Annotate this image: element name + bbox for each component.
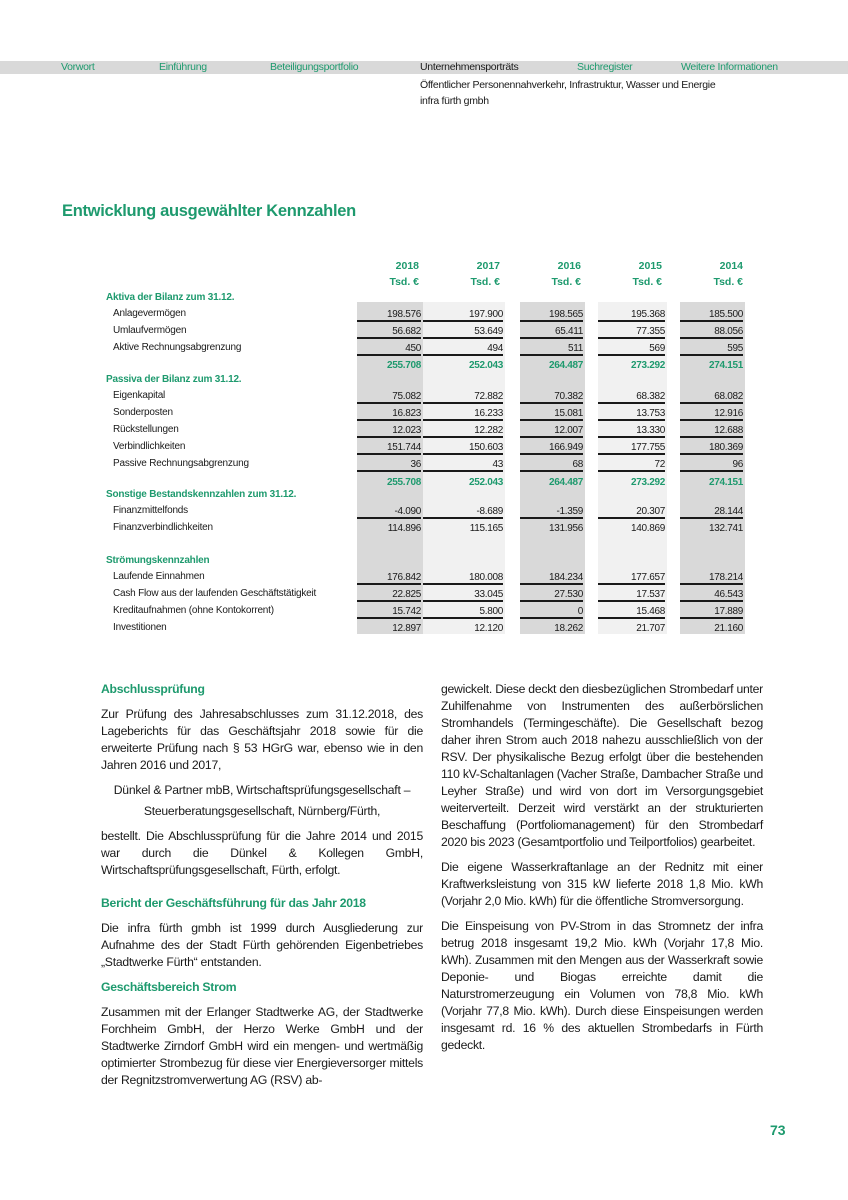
table-cell: 132.741 <box>708 523 743 535</box>
nav-link-suchregister[interactable]: Suchregister <box>577 61 633 73</box>
heading-geschaeftsbereich-strom: Geschäftsbereich Strom <box>101 980 237 994</box>
table-cell: 36 <box>357 457 421 472</box>
table-cell: 198.576 <box>357 307 421 322</box>
table-cell: 150.603 <box>423 440 503 455</box>
unit-label: Tsd. € <box>632 276 662 288</box>
breadcrumb-category: Öffentlicher Personennahverkehr, Infrastruktur, Wasser und Energie <box>420 79 716 91</box>
year-label: 2017 <box>476 260 500 272</box>
table-cell: 16.823 <box>357 406 421 421</box>
breadcrumb-company: infra fürth gmbh <box>420 95 489 107</box>
page-number: 73 <box>770 1122 786 1138</box>
nav-link-einfuehrung[interactable]: Einführung <box>159 61 207 73</box>
table-cell: 20.307 <box>598 504 665 519</box>
table-cell: 27.530 <box>520 587 583 602</box>
year-label: 2014 <box>719 260 743 272</box>
paragraph: Die Einspeisung von PV-Strom in das Stromnetz der infra betrug 2018 insgesamt 19,2 Mio. kWh (Vorjahr 17,8 Mio. kWh). Zusammen mit den Mengen aus der Wasserkraft sowie Deponie- und Biogas erreichte damit die Naturstromerzeugung ein Volumen von 78,8 Mio. kWh (Vorjahr 77,8 Mio. kWh). Durch diese Einspeisungen werden insgesamt rd. 16 % des aktuellen Strombedarfs in Fürth gedeckt. <box>441 919 763 1052</box>
table-cell: 114.896 <box>387 523 421 535</box>
unit-label: Tsd. € <box>389 276 419 288</box>
table-cell: 195.368 <box>598 307 665 322</box>
table-cell: 12.023 <box>357 423 421 438</box>
row-label: Aktive Rechnungsabgrenzung <box>113 342 242 354</box>
table-cell: 21.160 <box>714 623 743 635</box>
table-cell: 77.355 <box>598 324 665 339</box>
table-cell: 53.649 <box>423 324 503 339</box>
row-label: Anlagevermögen <box>113 308 186 319</box>
row-label: Cash Flow aus der laufenden Geschäftstätigkeit <box>113 588 317 600</box>
table-cell: 15.081 <box>520 406 583 421</box>
table-cell: 131.956 <box>548 523 583 535</box>
table-cell: 177.657 <box>598 570 665 585</box>
table-cell: 17.537 <box>598 587 665 602</box>
table-cell: 115.165 <box>469 523 503 535</box>
table-cell: 12.688 <box>680 423 743 438</box>
table-cell: 180.369 <box>680 440 743 455</box>
table-cell: 22.825 <box>357 587 421 602</box>
table-cell: 151.744 <box>357 440 421 455</box>
table-cell: 68.382 <box>598 389 665 404</box>
table-cell: 12.120 <box>474 623 503 635</box>
table-cell: 178.214 <box>680 570 743 585</box>
header-year-2014 <box>663 258 743 290</box>
table-cell: 21.707 <box>636 623 665 635</box>
row-label: Finanzverbindlichkeiten <box>113 522 213 534</box>
table-cell: 180.008 <box>423 570 503 585</box>
table-cell: 494 <box>423 341 503 356</box>
table-cell: 72 <box>598 457 665 472</box>
table-cell: 96 <box>680 457 743 472</box>
total-cell: 252.043 <box>468 476 503 488</box>
table-cell: -4.090 <box>357 504 421 519</box>
year-label: 2016 <box>557 260 581 272</box>
total-cell: 274.151 <box>708 360 743 372</box>
table-cell: 197.900 <box>423 307 503 322</box>
row-label: Investitionen <box>113 622 167 634</box>
unit-label: Tsd. € <box>713 276 743 288</box>
table-cell: 140.869 <box>630 523 665 535</box>
nav-link-weitere-informationen[interactable]: Weitere Informationen <box>681 61 778 73</box>
table-cell: 65.411 <box>520 324 583 339</box>
row-label: Verbindlichkeiten <box>113 441 186 453</box>
table-cell: 198.565 <box>520 307 583 322</box>
row-label: Kreditaufnahmen (ohne Kontokorrent) <box>113 605 274 617</box>
total-cell: 255.708 <box>386 476 421 488</box>
table-cell: 88.056 <box>680 324 743 339</box>
table-cell: 12.007 <box>520 423 583 438</box>
total-cell: 252.043 <box>468 360 503 372</box>
table-cell: -8.689 <box>423 504 503 519</box>
row-label: Umlaufvermögen <box>113 325 187 337</box>
unit-label: Tsd. € <box>470 276 500 288</box>
table-cell: 15.468 <box>598 604 665 619</box>
row-label: Passive Rechnungsabgrenzung <box>113 458 249 470</box>
total-cell: 264.487 <box>548 360 583 372</box>
table-cell: 12.897 <box>392 623 421 635</box>
table-cell: 569 <box>598 341 665 356</box>
nav-link-beteiligungsportfolio[interactable]: Beteiligungsportfolio <box>270 61 359 73</box>
table-cell: 5.800 <box>423 604 503 619</box>
year-label: 2015 <box>638 260 662 272</box>
total-cell: 264.487 <box>548 476 583 488</box>
section-title: Sonstige Bestandskennzahlen zum 31.12. <box>106 489 297 500</box>
table-cell: 33.045 <box>423 587 503 602</box>
heading-abschlusspruefung: Abschlussprüfung <box>101 682 205 696</box>
row-label: Sonderposten <box>113 407 173 419</box>
right-text-column <box>441 681 763 1062</box>
total-cell: 255.708 <box>386 360 421 372</box>
table-cell: 68.082 <box>680 389 743 404</box>
table-cell: 166.949 <box>520 440 583 455</box>
row-label: Rückstellungen <box>113 424 179 436</box>
table-cell: 12.916 <box>680 406 743 421</box>
nav-link-vorwort[interactable]: Vorwort <box>61 61 95 73</box>
table-cell: 511 <box>520 341 583 356</box>
table-cell: 176.842 <box>357 570 421 585</box>
auditor-line-1: Dünkel & Partner mbB, Wirtschaftsprüfungsgesellschaft – <box>113 783 411 797</box>
paragraph: Zusammen mit der Erlanger Stadtwerke AG, der Stadtwerke Forchheim GmbH, der Herzo Werke GmbH und der Stadtwerke Zirndorf GmbH wird ein mengen- und wertmäßig optimierter Strombezug für diese vier Energieversorger mittels der Regnitzstromverwertung AG (RSV) ab- <box>101 1005 423 1087</box>
page-title: Entwicklung ausgewählter Kennzahlen <box>62 202 356 220</box>
table-cell: 13.330 <box>598 423 665 438</box>
table-cell: 15.742 <box>357 604 421 619</box>
table-cell: 70.382 <box>520 389 583 404</box>
table-cell: 56.682 <box>357 324 421 339</box>
table-cell: 595 <box>680 341 743 356</box>
total-cell: 274.151 <box>708 476 743 488</box>
header-year-2017 <box>420 258 500 290</box>
heading-bericht-geschaeftsfuehrung: Bericht der Geschäftsführung für das Jahr 2018 <box>101 896 366 910</box>
table-cell: 28.144 <box>680 504 743 519</box>
table-cell: 12.282 <box>423 423 503 438</box>
row-label: Finanzmittelfonds <box>113 505 188 516</box>
row-label: Laufende Einnahmen <box>113 571 205 582</box>
paragraph: Die eigene Wasserkraftanlage an der Rednitz mit einer Kraftwerksleistung von 315 kW lieferte 2018 1,8 Mio. kWh (Vorjahr 2,0 Mio. kWh) für die öffentliche Stromversorgung. <box>441 860 763 908</box>
total-cell: 273.292 <box>630 360 665 372</box>
auditor-line-2: Steuerberatungsgesellschaft, Nürnberg/Fürth, <box>143 804 381 818</box>
left-text-column <box>101 681 423 1097</box>
table-cell: 46.543 <box>680 587 743 602</box>
unit-label: Tsd. € <box>551 276 581 288</box>
table-cell: 17.889 <box>680 604 743 619</box>
nav-link-unternehmensportraets[interactable]: Unternehmensporträts <box>420 61 519 73</box>
table-cell: 185.500 <box>680 307 743 322</box>
paragraph: bestellt. Die Abschlussprüfung für die Jahre 2014 und 2015 war durch die Dünkel & Kollegen GmbH, Wirtschaftsprüfungsgesellschaft, Fürth, erfolgt. <box>101 829 423 877</box>
table-cell: 43 <box>423 457 503 472</box>
table-cell: 450 <box>357 341 421 356</box>
table-cell: 13.753 <box>598 406 665 421</box>
table-cell: 75.082 <box>357 389 421 404</box>
table-cell: 18.262 <box>554 623 583 635</box>
table-cell: 16.233 <box>423 406 503 421</box>
header-year-2015 <box>582 258 662 290</box>
year-label: 2018 <box>395 260 419 272</box>
table-cell: 177.755 <box>598 440 665 455</box>
total-cell: 273.292 <box>630 476 665 488</box>
paragraph: Zur Prüfung des Jahresabschlusses zum 31.12.2018, des Lageberichts für das Geschäftsjahr 2018 sowie für die erweiterte Prüfung nach § 53 HGrG war, ebenso wie in den Jahren 2016 und 2017, <box>101 707 423 772</box>
paragraph: Die infra fürth gmbh ist 1999 durch Ausgliederung zur Aufnahme des der Stadt Fürth gehörenden Eigenbetriebes „Stadtwerke Fürth“ entstanden. <box>101 921 423 969</box>
table-cell: -1.359 <box>520 504 583 519</box>
section-title: Strömungskennzahlen <box>106 555 210 566</box>
table-cell: 68 <box>520 457 583 472</box>
section-title: Aktiva der Bilanz zum 31.12. <box>106 292 235 303</box>
table-cell: 0 <box>520 604 583 619</box>
paragraph: gewickelt. Diese deckt den diesbezüglichen Strombedarf unter Zuhilfenahme von Instrumenten des außerbörslichen Stromhandels (Termingeschäfte). Die Gesellschaft bezog daher ihren Strom auch 2018 nahezu ausschließlich von der RSV. Der physikalische Bezug erfolgt über die bestehenden 110 kV-Schaltanlagen (Vacher Straße, Dambacher Straße und Leyher Straße) und wird von dort im Versorgungsgebiet weiterverteilt. Derzeit wird verstärkt an der strukturierten Beschaffung (Portfoliomanagement) für den Strombedarf 2020 bis 2023 (Gesamtportfolio und Teilportfolios) gearbeitet. <box>441 682 763 849</box>
table-cell: 72.882 <box>423 389 503 404</box>
section-title: Passiva der Bilanz zum 31.12. <box>106 374 242 385</box>
header-year-2018 <box>339 258 419 290</box>
table-cell: 184.234 <box>520 570 583 585</box>
row-label: Eigenkapital <box>113 390 166 401</box>
header-year-2016 <box>501 258 581 290</box>
